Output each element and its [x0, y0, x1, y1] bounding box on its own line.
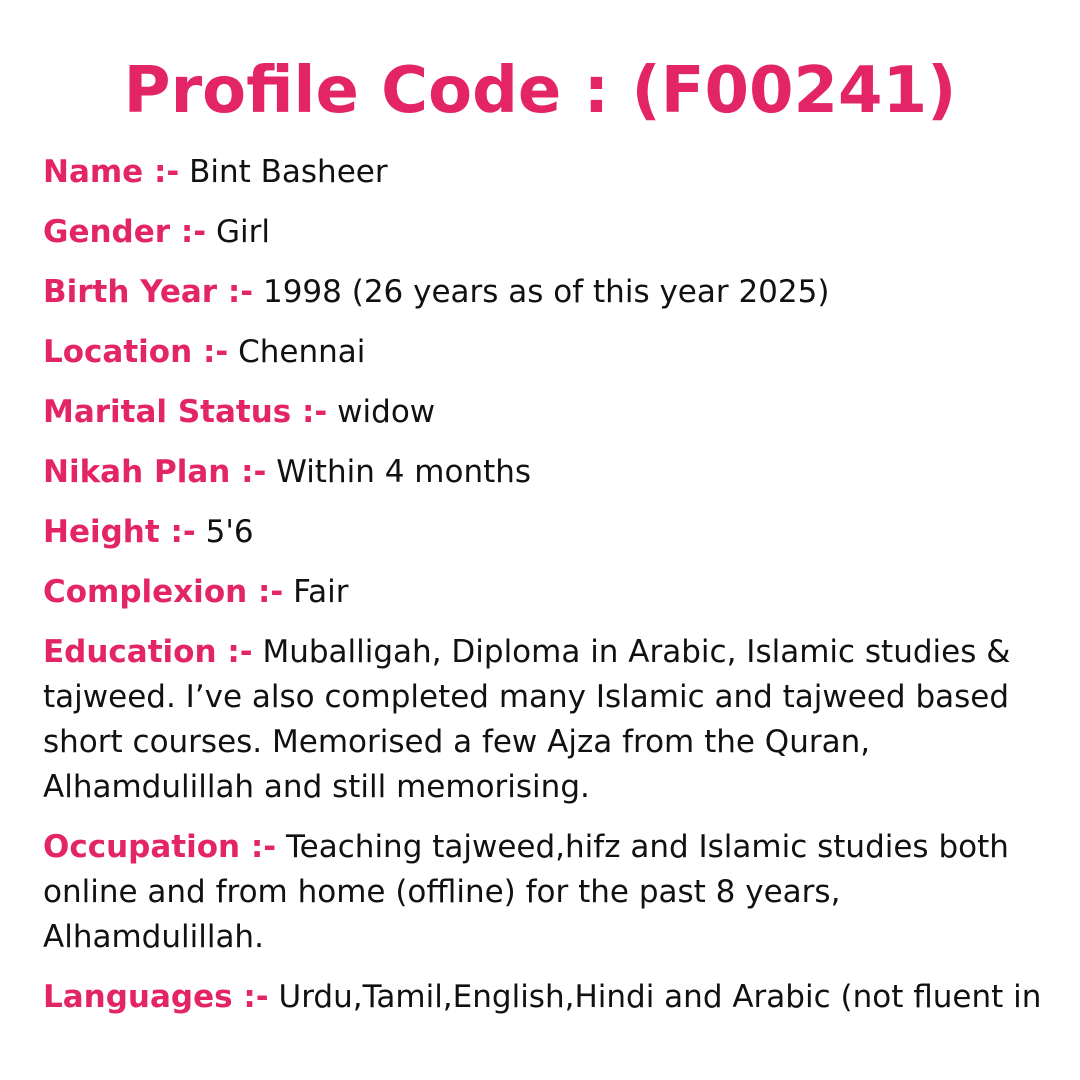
field-complexion-value: Fair	[293, 574, 349, 610]
field-height-label: Height :-	[43, 514, 196, 550]
field-name	[43, 150, 1043, 195]
field-height	[43, 510, 1043, 555]
field-languages-label: Languages :-	[43, 979, 269, 1015]
field-complexion	[43, 570, 1043, 615]
field-name-label: Name :-	[43, 154, 180, 190]
field-marital-status	[43, 390, 1043, 435]
field-education	[43, 630, 1043, 810]
field-name-value: Bint Basheer	[189, 154, 388, 190]
field-birth-year-label: Birth Year :-	[43, 274, 254, 310]
field-gender-value: Girl	[215, 214, 270, 250]
field-complexion-label: Complexion :-	[43, 574, 284, 610]
field-occupation-value: Teaching tajweed,hifz and Islamic studies both online and from home (offline) for the past 8 years, Alhamdulillah.	[43, 829, 1009, 955]
field-birth-year-value: 1998 (26 years as of this year 2025)	[262, 274, 830, 310]
field-location-label: Location :-	[43, 334, 229, 370]
field-nikah-plan-value: Within 4 months	[276, 454, 532, 490]
field-nikah-plan	[43, 450, 1043, 495]
profile-code-title: Profile Code : (F00241)	[123, 54, 957, 128]
field-location	[43, 330, 1043, 375]
field-education-value: Muballigah, Diploma in Arabic, Islamic studies & tajweed. I’ve also completed many Islamic and tajweed based short courses. Memorised a few Ajza from the Quran, Alhamdulillah and still memorising.	[43, 634, 1011, 805]
field-languages-value: Urdu,Tamil,English,Hindi and Arabic (not fluent in	[278, 979, 1042, 1015]
field-gender-label: Gender :-	[43, 214, 207, 250]
field-height-value: 5'6	[205, 514, 254, 550]
field-occupation-label: Occupation :-	[43, 829, 277, 865]
field-birth-year	[43, 270, 1043, 315]
field-gender	[43, 210, 1043, 255]
field-marital-status-label: Marital Status :-	[43, 394, 328, 430]
profile-fields	[43, 150, 1043, 1035]
field-location-value: Chennai	[238, 334, 366, 370]
field-languages	[43, 975, 1043, 1020]
field-occupation	[43, 825, 1043, 960]
field-marital-status-value: widow	[337, 394, 436, 430]
field-nikah-plan-label: Nikah Plan :-	[43, 454, 267, 490]
field-education-label: Education :-	[43, 634, 253, 670]
